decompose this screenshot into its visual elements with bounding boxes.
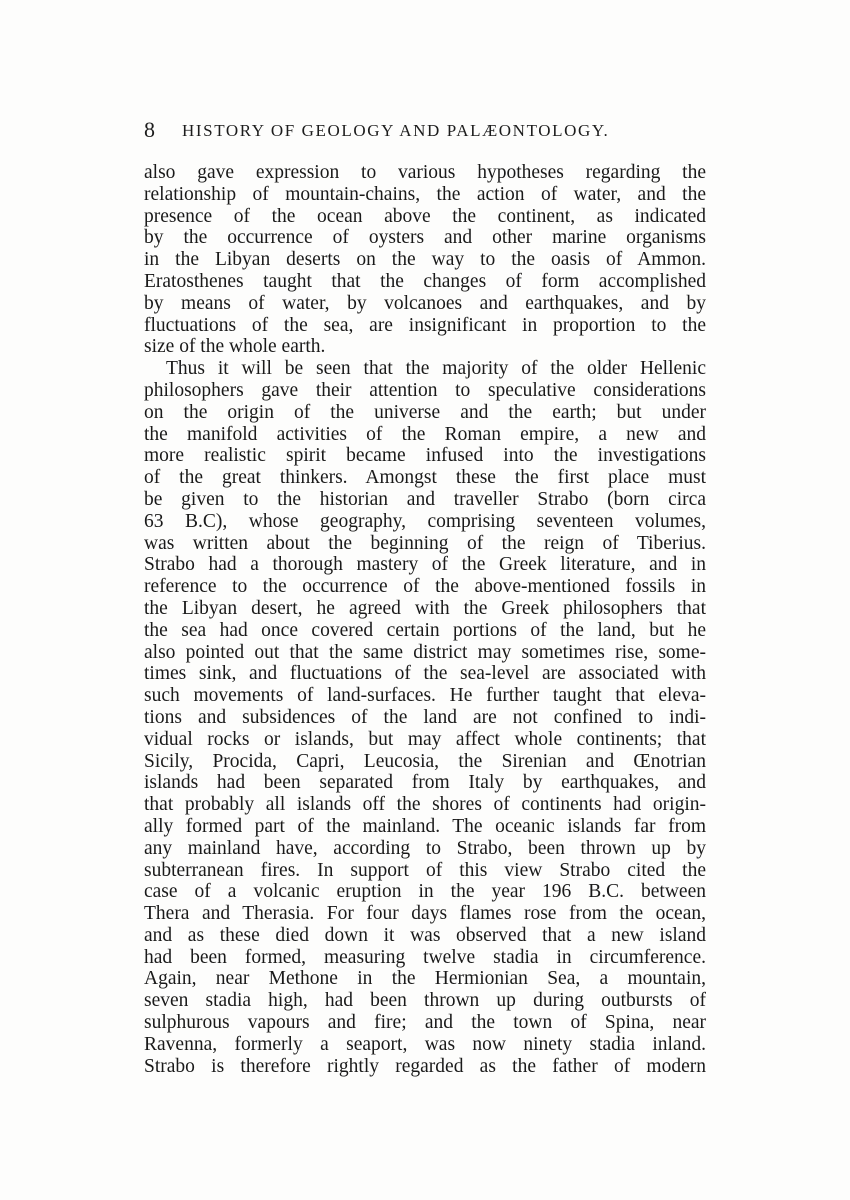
text-line: size of the whole earth. bbox=[144, 336, 326, 358]
text-line: vidual rocks or islands, but may affect whole continents; that bbox=[144, 728, 706, 750]
text-line: islands had been separated from Italy by earthquakes, and bbox=[144, 772, 706, 794]
text-line: presence of the ocean above the continent, as indicated bbox=[144, 205, 706, 227]
text-line: relationship of mountain-chains, the action of water, and the bbox=[144, 183, 706, 205]
text-line: the sea had once covered certain portions of the land, but he bbox=[144, 619, 706, 641]
text-line: case of a volcanic eruption in the year 196 B.C. between bbox=[144, 881, 706, 903]
text-line: also pointed out that the same district may sometimes rise, some- bbox=[144, 641, 706, 663]
text-line: Strabo is therefore rightly regarded as the father of modern bbox=[144, 1055, 706, 1077]
text-line: philosophers gave their attention to speculative considerations bbox=[144, 379, 706, 401]
text-line: was written about the beginning of the reign of Tiberius. bbox=[144, 532, 706, 554]
text-line: Thus it will be seen that the majority of the older Hellenic bbox=[166, 358, 706, 380]
text-line: ally formed part of the mainland. The oceanic islands far from bbox=[144, 815, 706, 837]
text-line: Thera and Therasia. For four days flames rose from the ocean, bbox=[144, 903, 706, 925]
text-line: the Libyan desert, he agreed with the Greek philosophers that bbox=[144, 597, 706, 619]
text-line: of the great thinkers. Amongst these the first place must bbox=[144, 467, 706, 489]
text-line: Ravenna, formerly a seaport, was now ninety stadia inland. bbox=[144, 1033, 706, 1055]
text-line: 63 B.C), whose geography, comprising seventeen volumes, bbox=[144, 510, 706, 532]
text-line: by the occurrence of oysters and other marine organisms bbox=[144, 227, 706, 249]
body-text bbox=[144, 162, 706, 1077]
text-line: on the origin of the universe and the earth; but under bbox=[144, 401, 706, 423]
text-line: Strabo had a thorough mastery of the Greek literature, and in bbox=[144, 554, 706, 576]
text-line: had been formed, measuring twelve stadia in circumference. bbox=[144, 946, 706, 968]
text-line: the manifold activities of the Roman empire, a new and bbox=[144, 423, 706, 445]
page-header bbox=[144, 116, 710, 146]
text-line: sulphurous vapours and fire; and the town of Spina, near bbox=[144, 1012, 706, 1034]
text-line: by means of water, by volcanoes and earthquakes, and by bbox=[144, 292, 706, 314]
text-line: fluctuations of the sea, are insignificant in proportion to the bbox=[144, 314, 706, 336]
text-line: also gave expression to various hypotheses regarding the bbox=[144, 162, 706, 183]
text-line: times sink, and fluctuations of the sea-level are associated with bbox=[144, 663, 706, 685]
text-line: more realistic spirit became infused into the investigations bbox=[144, 445, 706, 467]
page-number: 8 bbox=[144, 117, 155, 142]
text-line: be given to the historian and traveller Strabo (born circa bbox=[144, 488, 706, 510]
text-line: Eratosthenes taught that the changes of form accomplished bbox=[144, 270, 706, 292]
running-head: HISTORY OF GEOLOGY AND PALÆONTOLOGY. bbox=[182, 121, 610, 140]
text-line: seven stadia high, had been thrown up during outbursts of bbox=[144, 990, 706, 1012]
text-line: tions and subsidences of the land are not confined to indi- bbox=[144, 706, 706, 728]
text-line: in the Libyan deserts on the way to the oasis of Ammon. bbox=[144, 249, 706, 271]
text-line: any mainland have, according to Strabo, been thrown up by bbox=[144, 837, 706, 859]
text-line: and as these died down it was observed that a new island bbox=[144, 924, 706, 946]
text-line: Sicily, Procida, Capri, Leucosia, the Sirenian and Œnotrian bbox=[144, 750, 706, 772]
text-line: Again, near Methone in the Hermionian Sea, a mountain, bbox=[144, 968, 706, 990]
text-line: reference to the occurrence of the above-mentioned fossils in bbox=[144, 576, 706, 598]
text-line: such movements of land-surfaces. He further taught that eleva- bbox=[144, 685, 706, 707]
text-line: that probably all islands off the shores of continents had origin- bbox=[144, 794, 706, 816]
text-line: subterranean fires. In support of this view Strabo cited the bbox=[144, 859, 706, 881]
